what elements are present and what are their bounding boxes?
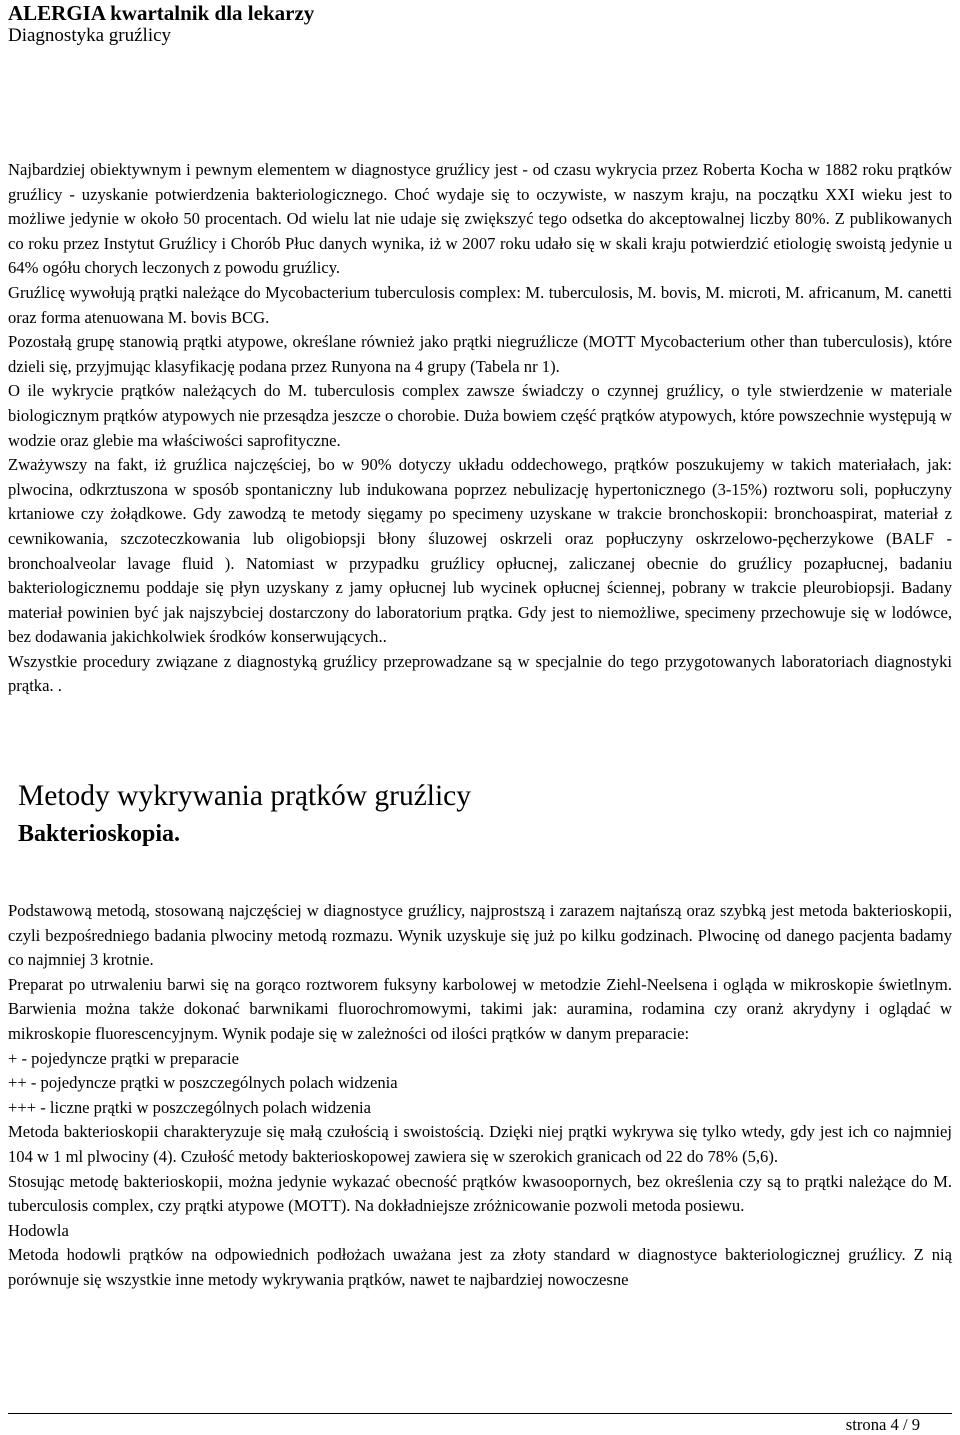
list-item: +++ - liczne prątki w poszczególnych polach widzenia — [8, 1097, 372, 1117]
paragraph: Metoda hodowli prątków na odpowiednich podłożach uważana jest za złoty standard w diagnostyce bakteriologicznej gruźlicy. Z nią porównuje się wszystkie inne metody wykrywania prątków, nawet te najbardziej nowoczesne — [8, 1245, 952, 1289]
paragraph-heading: Hodowla — [8, 1220, 69, 1240]
paragraph: Podstawową metodą, stosowaną najczęściej w diagnostyce gruźlicy, najprostszą i zarazem najtańszą oraz szybką jest metoda bakterioskopii, czyli bezpośredniego badania plwociny metodą rozmazu. Wynik uzyskuje się już po kilku godzinach. Plwocinę od danego pacjenta badamy co najmniej 3 krotnie. — [8, 901, 952, 970]
section-heading: Metody wykrywania prątków gruźlicy — [18, 780, 472, 812]
paragraph: Zważywszy na fakt, iż gruźlica najczęściej, bo w 90% dotyczy układu oddechowego, prątków poszukujemy w takich materiałach, jak: plwocina, odkrztuszona w sposób spontaniczny lub indukowana poprzez nebulizację hypertonicznego (3-15%) roztworu soli, popłuczyny krtaniowe czy żołądkowe. Gdy zawodzą te metody sięgamy po specimeny uzyskane w trakcie bronchoskopii: bronchoaspirat, materiał z cewnikowania, szczoteczkowania lub oligobiopsji błony śluzowej oskrzeli oraz popłuczyny oskrzelowo-pęcherzykowe (BALF - bronchoalveolar lavage fluid ). Natomiast w przypadku gruźlicy opłucnej, zaliczanej obecnie do gruźlicy pozapłucnej, badaniu bakteriologicznemu poddaje się płyn uzyskany z jamy opłucnej lub wycinek opłucnej ściennej, pobrany w trakcie pleurobiopsji. Badany materiał powinien być jak najszybciej dostarczony do laboratorium prątka. Gdy jest to niemożliwe, specimeny przechowuje się w lodówce, bez dodawania jakichkolwiek środków konserwujących.. — [8, 455, 952, 647]
footer-divider — [8, 1413, 952, 1414]
header-title: ALERGIA kwartalnik dla lekarzy — [8, 1, 315, 25]
list-item: ++ - pojedyncze prątki w poszczególnych polach widzenia — [8, 1073, 398, 1093]
subsection-heading: Bakterioskopia. — [18, 821, 181, 847]
paragraph: Najbardziej obiektywnym i pewnym elementem w diagnostyce gruźlicy jest - od czasu wykrycia przez Roberta Kocha w 1882 roku prątków gruźlicy - uzyskanie potwierdzenia bakteriologicznego. Choć wydaje się to oczywiste, w naszym kraju, na początku XXI wieku jest to możliwe jedynie w około 50 procentach. Od wielu lat nie udaje się zwiększyć tego odsetka do akceptowalnej liczby 80%. Z publikowanych co roku przez Instytut Gruźlicy i Chorób Płuc danych wynika, iż w 2007 roku udało się w skali kraju potwierdzić etiologię swoistą jedynie u 64% ogółu chorych leczonych z powodu gruźlicy. — [8, 160, 952, 278]
paragraph: O ile wykrycie prątków należących do M. tuberculosis complex zawsze świadczy o czynnej gruźlicy, o tyle stwierdzenie w materiale biologicznym prątków atypowych nie przesądza jeszcze o chorobie. Duża bowiem część prątków atypowych, które powszechnie występują w wodzie oraz glebie ma właściwości saprofityczne. — [8, 381, 952, 450]
header-subtitle: Diagnostyka gruźlicy — [8, 25, 172, 46]
list-item: + - pojedyncze prątki w preparacie — [8, 1048, 239, 1068]
paragraph: Metoda bakterioskopii charakteryzuje się małą czułością i swoistością. Dzięki niej prątki wykrywa się tylko wtedy, gdy jest ich co najmniej 104 w 1 ml plwociny (4). Czułość metody bakterioskopowej zawiera się w szerokich granicach od 22 do 78% (5,6). — [8, 1122, 952, 1166]
method-text — [8, 899, 952, 1293]
paragraph: Stosując metodę bakterioskopii, można jedynie wykazać obecność prątków kwasoopornych, bez określenia czy są to prątki należące do M. tuberculosis complex, czy prątki atypowe (MOTT). Na dokładniejsze zróżnicowanie pozwoli metoda posiewu. — [8, 1171, 952, 1216]
page-number: strona 4 / 9 — [845, 1415, 920, 1434]
paragraph: Pozostałą grupę stanowią prątki atypowe, określane również jako prątki niegruźlicze (MOTT Mycobacterium other than tuberculosis), które dzieli się, przyjmując klasyfikację podana przez Runyona na 4 grupy (Tabela nr 1). — [8, 332, 952, 376]
paragraph: Gruźlicę wywołują prątki należące do Mycobacterium tuberculosis complex: M. tuberculosis, M. bovis, M. microti, M. africanum, M. canetti oraz forma atenuowana M. bovis BCG. — [8, 282, 952, 327]
intro-text — [8, 158, 952, 699]
paragraph: Preparat po utrwaleniu barwi się na gorąco roztworem fuksyny karbolowej w metodzie Ziehl-Neelsena i ogląda w mikroskopie świetlnym. Barwienia można także dokonać barwnikami fluorochromowymi, takimi jak: auramina, rodamina czy oranż akrydyny i oglądać w mikroskopie fluorescencyjnym. Wynik podaje się w zależności od ilości prątków w danym preparacie: — [8, 974, 952, 1043]
paragraph: Wszystkie procedury związane z diagnostyką gruźlicy przeprowadzane są w specjalnie do tego przygotowanych laboratoriach diagnostyki prątka. . — [8, 651, 952, 696]
